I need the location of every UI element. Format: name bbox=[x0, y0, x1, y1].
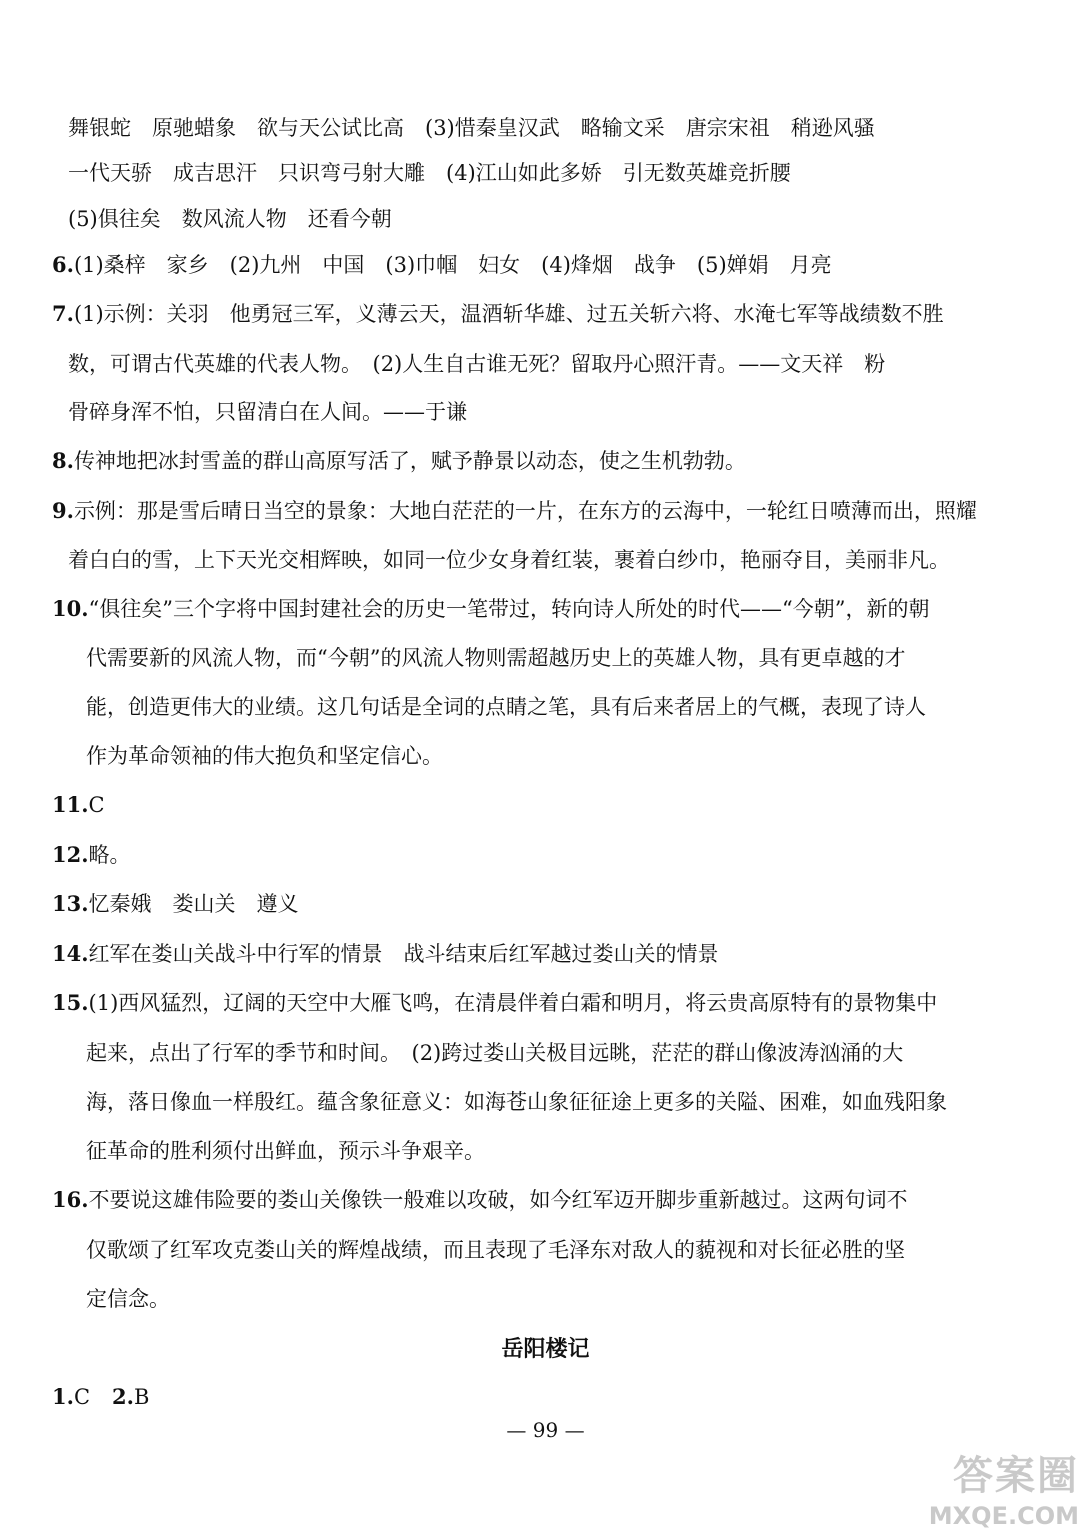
answer-14: 14.红军在娄山关战斗中行军的情景 战斗结束后红军越过娄山关的情景 bbox=[52, 941, 719, 966]
answer-line: 舞银蛇 原驰蜡象 欲与天公试比高 (3)惜秦皇汉武 略输文采 唐宗宋祖 稍逊风骚 bbox=[68, 116, 875, 140]
answer-line: 征革命的胜利须付出鲜血，预示斗争艰辛。 bbox=[86, 1139, 485, 1163]
answer-10: 10.“俱往矣”三个字将中国封建社会的历史一笔带过，转向诗人所处的时代——“今朝”，新的朝 bbox=[52, 596, 930, 621]
answer-15: 15.(1)西风猛烈，辽阔的天空中大雁飞鸣，在清晨伴着白霜和明月，将云贵高原特有的景物集中 bbox=[52, 990, 938, 1015]
answer-6: 6.(1)桑梓 家乡 (2)九州 中国 (3)巾帼 妇女 (4)烽烟 战争 (5)婵娟 月亮 bbox=[52, 252, 832, 277]
section-title: 岳阳楼记 bbox=[501, 1336, 590, 1362]
answer-line: 着白白的雪，上下天光交相辉映，如同一位少女身着红装，裹着白纱巾，艳丽夺目，美丽非凡。 bbox=[68, 548, 950, 572]
answer-line: 数，可谓古代英雄的代表人物。 (2)人生自古谁无死？留取丹心照汗青。——文天祥 粉 bbox=[68, 352, 886, 376]
answer-line: 代需要新的风流人物，而“今朝”的风流人物则需超越历史上的英雄人物，具有更卓越的才 bbox=[86, 646, 906, 670]
answer-line: 一代天骄 成吉思汗 只识弯弓射大雕 (4)江山如此多娇 引无数英雄竞折腰 bbox=[68, 161, 791, 185]
answer-line: 仅歌颂了红军攻克娄山关的辉煌战绩，而且表现了毛泽东对敌人的藐视和对长征必胜的坚 bbox=[86, 1238, 905, 1262]
answer-line: 作为革命领袖的伟大抱负和坚定信心。 bbox=[86, 744, 443, 768]
answer-line: 海，落日像血一样殷红。蕴含象征意义：如海苍山象征征途上更多的关隘、困难，如血残阳象 bbox=[86, 1090, 947, 1114]
answer-11: 11.C bbox=[52, 792, 105, 817]
answer-line: 能，创造更伟大的业绩。这几句话是全词的点睛之笔，具有后来者居上的气概，表现了诗人 bbox=[86, 695, 926, 719]
answer-16: 16.不要说这雄伟险要的娄山关像铁一般难以攻破，如今红军迈开脚步重新越过。这两句词不 bbox=[52, 1187, 908, 1212]
answer-12: 12.略。 bbox=[52, 842, 131, 867]
answer-9: 9.示例：那是雪后晴日当空的景象：大地白茫茫的一片，在东方的云海中，一轮红日喷薄而出，照耀 bbox=[52, 498, 977, 523]
answer-13: 13.忆秦娥 娄山关 遵义 bbox=[52, 891, 299, 916]
answer-8: 8.传神地把冰封雪盖的群山高原写活了，赋予静景以动态，使之生机勃勃。 bbox=[52, 448, 746, 473]
answer-7: 7.(1)示例：关羽 他勇冠三军，义薄云天，温酒斩华雄、过五关斩六将、水淹七军等战绩数不胜 bbox=[52, 301, 944, 326]
page-number: — 99 — bbox=[506, 1418, 585, 1442]
answer-line: 骨碎身浑不怕，只留清白在人间。——于谦 bbox=[68, 400, 467, 424]
watermark-logo: 答案圈 MXQE.COM bbox=[928, 1453, 1079, 1530]
answer-1-2: 1.C 2.B bbox=[52, 1384, 150, 1409]
answer-line: 起来，点出了行军的季节和时间。 (2)跨过娄山关极目远眺，茫茫的群山像波涛汹涌的大 bbox=[86, 1041, 904, 1065]
answer-line: 定信念。 bbox=[86, 1287, 170, 1311]
answer-line: (5)俱往矣 数风流人物 还看今朝 bbox=[68, 207, 392, 231]
